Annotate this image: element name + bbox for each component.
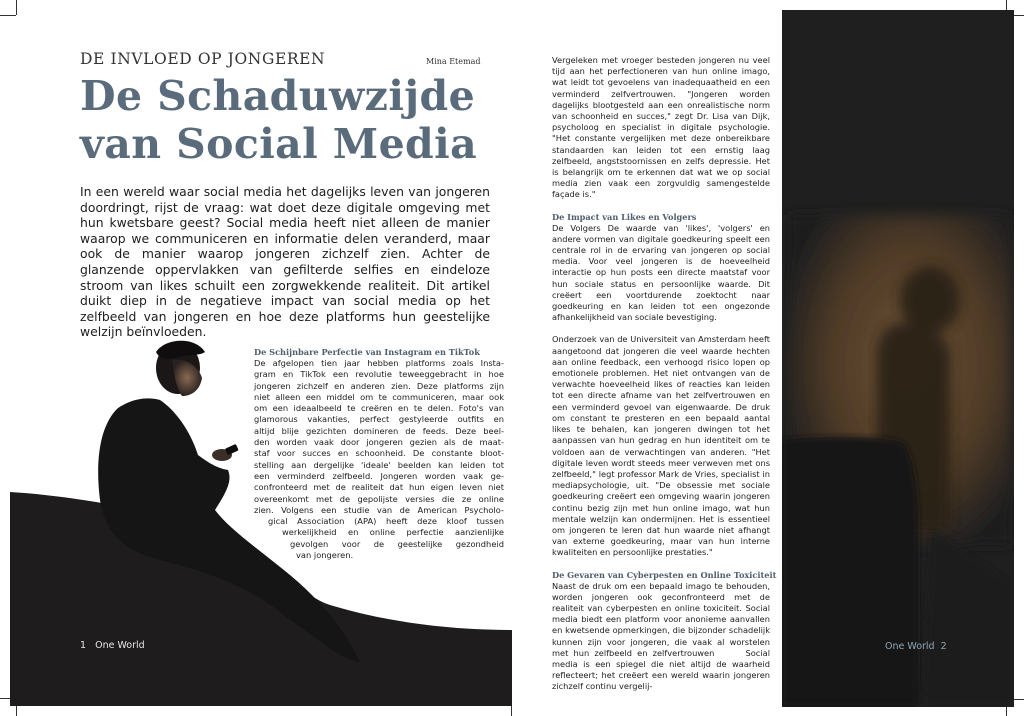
crop-mark [0, 15, 16, 16]
text-line: van jongeren. [296, 550, 354, 561]
section-schijnbare-perfectie [254, 347, 504, 561]
text-line: De afgelopen tien jaar hebben platforms zoals Insta- [254, 358, 504, 368]
page-folio-left: 1 One World [80, 640, 145, 651]
text-line: altijd blije gezichten domineren de feeds. Deze beel- [254, 425, 504, 436]
section-heading-cyberpesten: De Gevaren van Cyberpesten en Online Toxiciteit [552, 569, 777, 580]
text-line: werkelijkheid en online perfectie aanzienlijke [282, 527, 504, 538]
crop-mark [16, 0, 17, 15]
section-heading: De Schijnbare Perfectie van Instagram en TikTok [254, 347, 480, 357]
text-line: den worden vaak door jongeren gezien als de maat- [254, 437, 504, 448]
paragraph-cyberpesten: Naast de druk om een bepaald imago te behouden, worden jongeren ook geconfronteerd met de realiteit van cyberpesten en online toxiciteit. Social media biedt een platform voor anonieme aanvallen en kwetsende opmerkingen, die bijzonder schadelijk kunnen zijn voor jongeren, die vaak al worstelen met hun zelfbeeld en zelfvertrouwen Social media is een spiegel die niet altijd de waarheid reflecteert; het creëert een wereld waarin jongeren zichzelf continu vergelij- [552, 580, 773, 692]
text-line: om een ideaalbeeld te creëren en te delen. Foto's van [254, 403, 504, 414]
right-text-column [552, 55, 777, 693]
title-line-1: De Schaduwzijde [80, 72, 476, 120]
text-line: een verminderd zelfbeeld. Jongeren worden vaak ge- [254, 470, 504, 481]
author-byline: Mina Etemad [426, 57, 481, 66]
article-title [80, 72, 500, 168]
paragraph-likes: De Volgers De waarde van 'likes', 'volgers' en andere vormen van digitale goedkeuring speelt een centrale rol in de ervaring van jongeren op social media. Voor veel jongeren is de hoeveelheid interactie op hun posts een directe maatstaf voor hun sociale status en persoonlijke waarde. Dit creëert een voortdurende zoektocht naar goedkeuring en kan leiden tot een ongezonde afhankelijkheid van sociale bevestiging. [552, 222, 770, 323]
photo-shadow-on-wall [782, 10, 1014, 707]
page-folio-right: One World 2 [885, 641, 947, 652]
text-line: niet alleen een middel om te communiceren, maar ook [254, 391, 504, 402]
title-line-2: van Social Media [80, 120, 478, 168]
text-line: glamorous vakanties, perfect gestyleerde outfits en [254, 414, 504, 425]
text-line: confronteerd met de realiteit dat hun eigen leven niet [254, 482, 504, 493]
text-line: jongeren zichzelf en anderen zien. Deze platforms zijn [254, 380, 504, 391]
section-body [254, 358, 504, 561]
text-line: gram en TikTok een revolutie teweeggebracht in hoe [254, 369, 504, 380]
section-kicker: DE INVLOED OP JONGEREN [80, 50, 326, 68]
text-line: stelling aan dergelijke 'ideale' beelden kan leiden tot [254, 459, 504, 470]
paragraph-vergeleken: Vergeleken met vroeger besteden jongeren nu veel tijd aan het perfectioneren van hun online imago, wat leidt tot gevoelens van inadequaatheid en een verminderd zelfvertrouwen. "Jongeren worden dagelijks blootgesteld aan een onrealistische norm van schoonheid en succes," zegt Dr. Lisa van Dijk, psycholoog en specialist in digitale psychologie. "Het constante vergelijken met deze onbereikbare standaarden kan leiden tot een ernstig laag zelfbeeld, angststoornissen en zelfs depressie. Het is belangrijk om te erkennen dat wat we op social media zien vaak een zorgvuldig samengestelde façade is." [552, 55, 770, 200]
paragraph-onderzoek: Onderzoek van de Universiteit van Amsterdam heeft aangetoond dat jongeren die veel waarde hechten aan online feedback, een verhoogd risico lopen op emotionele problemen. Het niet ontvangen van de verwachte hoeveelheid likes of reacties kan leiden tot een directe afname van het zelfvertrouwen en een verminderd gevoel van eigenwaarde. De druk om constant te presteren en een bepaald aantal likes te behalen, kan jongeren dwingen tot het aanpassen van hun gedrag en hun identiteit om te voldoen aan de verwachtingen van anderen. "Het digitale leven wordt steeds meer verweven met ons zelfbeeld," legt professor Mark de Vries, specialist in mediapsychologie, uit. "De obsessie met sociale goedkeuring creëert een omgeving waarin jongeren continu bezig zijn met hun online imago, wat hun mentale welzijn kan ondermijnen. Het is essentieel om jongeren te leren dat hun waarde niet afhangt van externe goedkeuring, maar van hun interne kwaliteiten en persoonlijke prestaties." [552, 334, 770, 558]
article-intro: In een wereld waar social media het dagelijks leven van jongeren doordringt, rijst de vraag: wat doet deze digitale omgeving met hun kwetsbare geest? Social media heeft niet alleen de manier waarop we communiceren en informatie delen veranderd, maar ook de manier waarop jongeren zichzelf zien. Achter de glanzende oppervlakken van gefilterde selfies en eindeloze stroom van likes schuilt een zorgwekkende realiteit. Dit artikel duikt diep in de negatieve impact van social media op het zelfbeeld van jongeren en hoe deze platforms hun geestelijke welzijn beïnvloeden. [80, 184, 490, 340]
text-line: zien. Volgens een studie van de American Psycholo- [254, 504, 504, 515]
text-line: gevolgen voor de geestelijke gezondheid [290, 538, 504, 549]
text-line: overeenkomt met de gepolijste versies die ze online [254, 493, 504, 504]
text-line: gical Association (APA) heeft deze kloof tussen [268, 516, 504, 527]
text-line: staf voor succes en schoonheid. De constante bloot- [254, 448, 504, 459]
section-heading-likes: De Impact van Likes en Volgers [552, 211, 697, 222]
